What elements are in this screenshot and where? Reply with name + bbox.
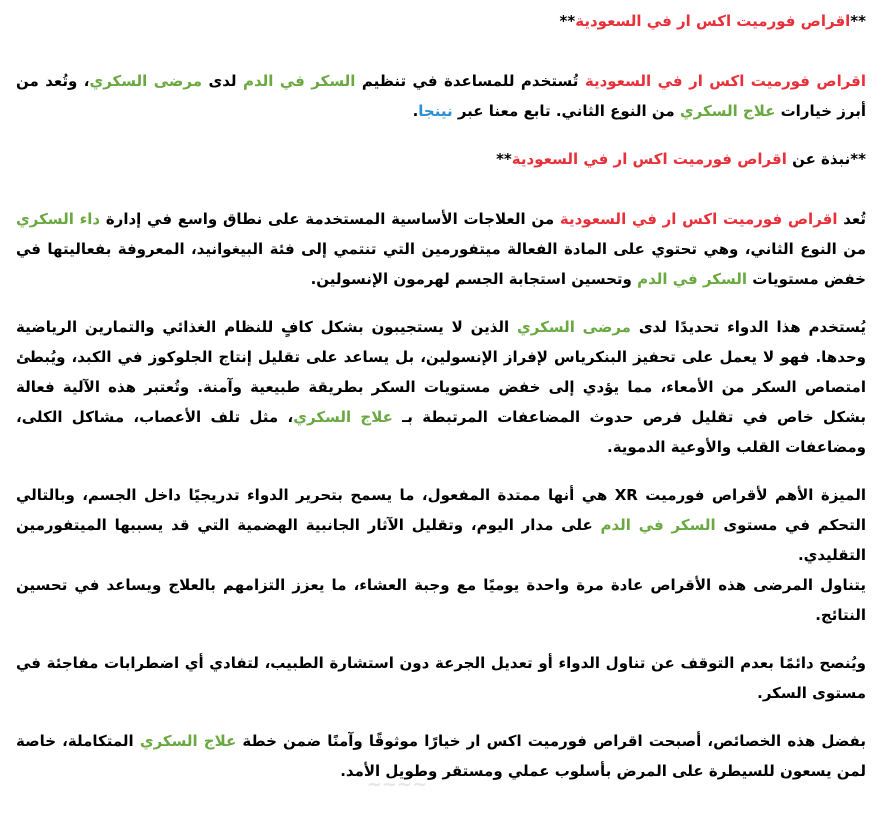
heading-main <box>16 6 866 36</box>
keyword: علاج السكري <box>679 102 776 120</box>
paragraph-dosage: يتناول المرضى هذه الأقراص عادة مرة واحدة يوميًا مع وجبة العشاء، ما يعزز التزامهم بالعلاج ويساعد في تحسين النتائج. <box>16 576 866 624</box>
keyword: السكر في الدم <box>600 516 716 534</box>
ninja-link[interactable]: نينجا <box>418 102 453 120</box>
paragraph-warning: ويُنصح دائمًا بعدم التوقف عن تناول الدواء أو تعديل الجرعة دون استشارة الطبيب، لتفادي أي اضطرابات مفاجئة في مستوى السكر. <box>16 654 866 702</box>
heading-prefix: **نبذة عن <box>786 150 866 168</box>
paragraph-text: وتحسين استجابة الجسم لهرمون الإنسولين. <box>310 270 638 288</box>
keyword: علاج السكري <box>139 732 237 750</box>
keyword: اقراص فورميت اكس ار في السعودية <box>559 210 838 228</box>
keyword: داء السكري <box>16 210 101 228</box>
watermark-logo: ~~~~ <box>366 774 428 795</box>
keyword: مرضى السكري <box>517 318 631 336</box>
paragraph-text: المتكاملة، خاصة لمن يسعون للسيطرة على المرض بأسلوب عملي ومستقر وطويل الأمد. <box>16 732 866 780</box>
paragraph-text: تُعد <box>837 210 866 228</box>
paragraph-text: من النوع الثاني، وهي تحتوي على المادة الفعالة ميتفورمين التي تنتمي إلى فئة البيغوانيد، المعروفة بفعاليتها في خفض مستويات <box>16 240 866 288</box>
paragraph-text: بفضل هذه الخصائص، أصبحت اقراص فورميت اكس ار خيارًا موثوقًا وآمنًا ضمن خطة <box>236 732 866 750</box>
paragraph-text: من النوع الثاني. تابع معنا عبر <box>452 102 680 120</box>
paragraph-text: ، وتُعد من أبرز خيارات <box>16 72 866 120</box>
paragraph-text: على مدار اليوم، وتقليل الآثار الجانبية الهضمية التي قد يسببها الميتفورمين التقليدي. <box>16 516 866 564</box>
paragraph-usage <box>16 312 866 462</box>
paragraph-text: . <box>412 102 419 120</box>
keyword: علاج السكري <box>293 408 393 426</box>
paragraph-text: من العلاجات الأساسية المستخدمة على نطاق واسع في إدارة <box>100 210 560 228</box>
heading-keyword: اقراص فورميت اكس ار في السعودية <box>511 150 787 168</box>
keyword: مرضى السكري <box>89 72 203 90</box>
heading-suffix: ** <box>496 150 512 168</box>
paragraph-text: ، مثل تلف الأعصاب، مشاكل الكلى، ومضاعفات القلب والأوعية الدموية. <box>16 408 866 456</box>
article <box>16 6 866 786</box>
paragraph-overview <box>16 204 866 294</box>
paragraph-text: لدى <box>202 72 243 90</box>
paragraph-text: الميزة الأهم لأقراص فورميت XR هي أنها ممتدة المفعول، ما يسمح بتحرير الدواء تدريجيًا داخل الجسم، وبالتالي التحكم في مستوى <box>16 486 867 534</box>
paragraph-text: تُستخدم للمساعدة في تنظيم <box>355 72 585 90</box>
heading-prefix: ** <box>850 12 866 30</box>
paragraph-extended-release <box>16 480 866 570</box>
paragraph-text: الذين لا يستجيبون بشكل كافٍ للنظام الغذائي والتمارين الرياضية وحدها. فهو لا يعمل على تحفيز البنكرياس لإفراز الإنسولين، بل يساعد على تقليل إنتاج الجلوكوز في الكبد، ويُبطئ امتصاص السكر من الأمعاء، مما يؤدي إلى خفض مستويات السكر بطريقة طبيعية وآمنة. وتُعتبر هذه الآلية فعالة بشكل خاص في تقليل فرص حدوث المضاعفات المرتبطة بـ <box>16 318 866 426</box>
keyword: السكر في الدم <box>637 270 748 288</box>
keyword: اقراص فورميت اكس ار في السعودية <box>584 72 867 90</box>
heading-suffix: ** <box>559 12 576 30</box>
paragraph-text: يُستخدم هذا الدواء تحديدًا لدى <box>630 318 866 336</box>
keyword: السكر في الدم <box>242 72 356 90</box>
intro-paragraph <box>16 66 866 126</box>
heading-about <box>16 144 866 174</box>
heading-keyword: اقراص فورميت اكس ار في السعودية <box>575 12 851 30</box>
